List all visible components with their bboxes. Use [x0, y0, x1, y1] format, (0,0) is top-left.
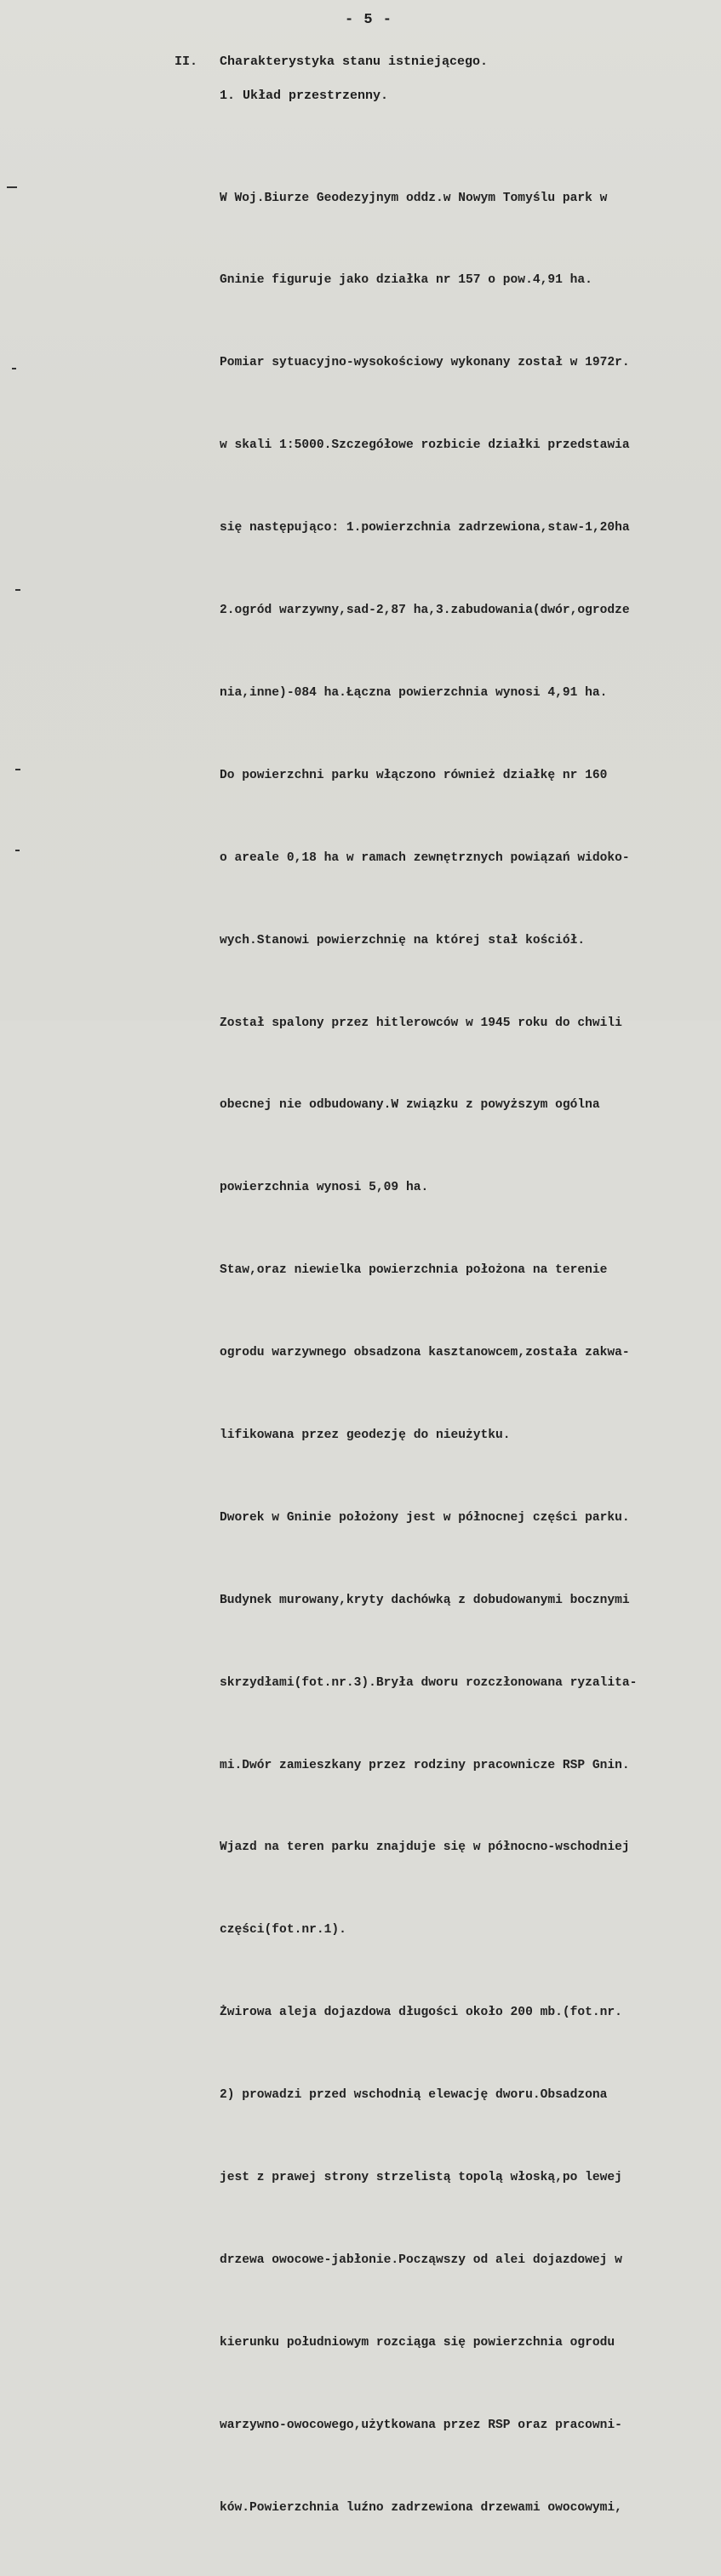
text-line: ków.Powierzchnia luźno zadrzewiona drzewami owocowymi,: [220, 2500, 622, 2515]
text-line: 2.ogród warzywny,sad-2,87 ha,3.zabudowania(dwór,ogrodze: [220, 604, 630, 618]
subsection-title: 1. Układ przestrzenny.: [220, 89, 389, 103]
text-line: 2) prowadzi przed wschodnią elewację dworu.Obsadzona: [220, 2088, 608, 2103]
body-text: [220, 129, 713, 2576]
margin-mark: [15, 769, 20, 770]
text-line: jest z prawej strony strzelistą topolą włoską,po lewej: [220, 2170, 622, 2184]
text-line: Żwirowa aleja dojazdowa długości około 200 mb.(fot.nr.: [220, 2006, 622, 2020]
margin-mark: [15, 850, 20, 851]
text-line: Do powierzchni parku włączono również działkę nr 160: [220, 768, 608, 782]
text-line: skrzydłami(fot.nr.3).Bryła dworu rozczłonowana ryzalita-: [220, 1675, 638, 1690]
text-line: kierunku południowym rozciąga się powierzchnia ogrodu: [220, 2335, 615, 2350]
text-line: Został spalony przez hitlerowców w 1945 roku do chwili: [220, 1016, 622, 1030]
text-line: wych.Stanowi powierzchnię na której stał kościół.: [220, 933, 586, 947]
text-line: drzewa owocowe-jabłonie.Począwszy od alei dojazdowej w: [220, 2253, 622, 2267]
page-number: - 5 -: [345, 12, 393, 28]
margin-mark: [7, 186, 17, 188]
text-line: powierzchnia wynosi 5,09 ha.: [220, 1181, 429, 1195]
text-line: Gninie figuruje jako działka nr 157 o pow.4,91 ha.: [220, 273, 592, 288]
text-line: o areale 0,18 ha w ramach zewnętrznych powiązań widoko-: [220, 850, 630, 865]
text-line: Dworek w Gninie położony jest w północnej części parku.: [220, 1510, 630, 1525]
text-line: obecnej nie odbudowany.W związku z powyższym ogólna: [220, 1098, 600, 1113]
text-line: W Woj.Biurze Geodezyjnym oddz.w Nowym Tomyślu park w: [220, 191, 608, 205]
section-number: II.: [175, 54, 198, 69]
text-line: w skali 1:5000.Szczegółowe rozbicie działki przedstawia: [220, 438, 630, 453]
margin-mark: [15, 589, 20, 591]
text-line: Wjazd na teren parku znajduje się w północno-wschodniej: [220, 1840, 630, 1855]
text-line: się następująco: 1.powierzchnia zadrzewiona,staw-1,20ha: [220, 521, 630, 535]
section-title: Charakterystyka stanu istniejącego.: [220, 54, 489, 69]
text-line: warzywno-owocowego,użytkowana przez RSP oraz pracowni-: [220, 2418, 622, 2432]
margin-mark: [12, 368, 16, 369]
text-line: Pomiar sytuacyjno-wysokościowy wykonany został w 1972r.: [220, 356, 630, 370]
text-line: mi.Dwór zamieszkany przez rodziny pracownicze RSP Gnin.: [220, 1758, 630, 1772]
text-line: lifikowana przez geodezję do nieużytku.: [220, 1428, 511, 1442]
text-line: ogrodu warzywnego obsadzona kasztanowcem,została zakwa-: [220, 1346, 630, 1360]
text-line: części(fot.nr.1).: [220, 1923, 346, 1938]
text-line: Staw,oraz niewielka powierzchnia położona na terenie: [220, 1263, 608, 1278]
text-line: nia,inne)-084 ha.Łączna powierzchnia wynosi 4,91 ha.: [220, 685, 608, 700]
text-line: Budynek murowany,kryty dachówką z dobudowanymi bocznymi: [220, 1593, 630, 1607]
